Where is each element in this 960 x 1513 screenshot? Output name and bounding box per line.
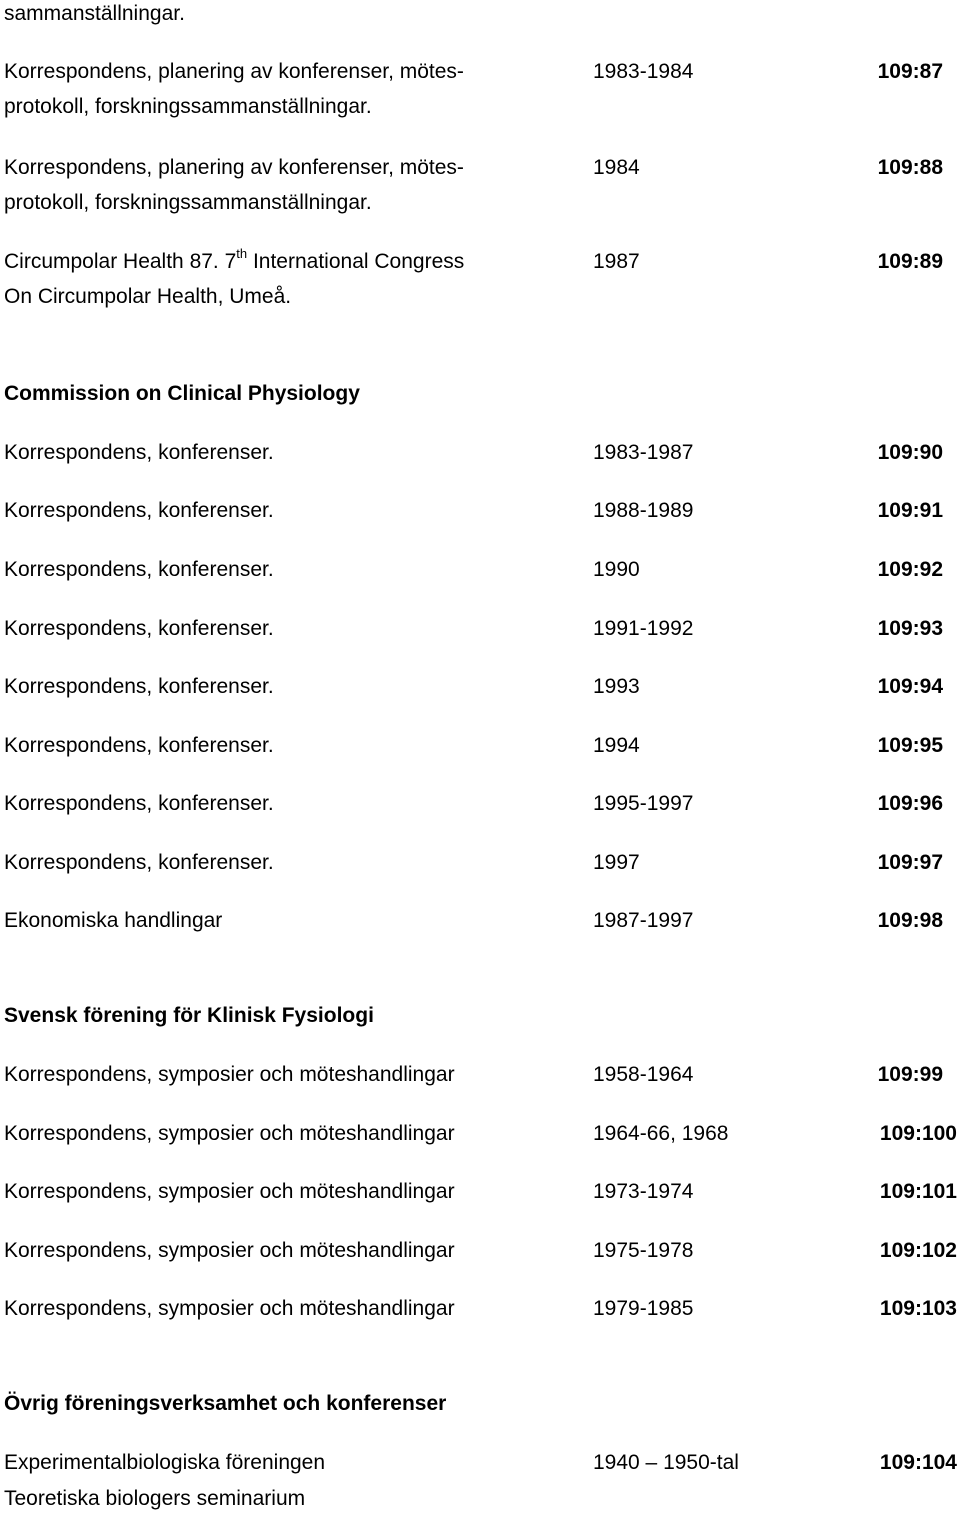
row-date: 1988-1989 bbox=[593, 499, 694, 522]
row-date: 1994 bbox=[593, 734, 640, 757]
row-description-part: International Congress bbox=[247, 250, 465, 273]
row-date: 1987-1997 bbox=[593, 909, 694, 932]
row-reference: 109:99 bbox=[877, 1063, 943, 1086]
row-reference: 109:95 bbox=[877, 734, 943, 757]
row-reference: 109:104 bbox=[879, 1451, 957, 1474]
row-description: Korrespondens, symposier och möteshandlingar bbox=[4, 1180, 455, 1203]
row-description-line1 bbox=[4, 246, 465, 273]
row-reference: 109:98 bbox=[877, 909, 943, 932]
row-description: Korrespondens, konferenser. bbox=[4, 499, 274, 522]
row-description: Korrespondens, konferenser. bbox=[4, 675, 274, 698]
row-date: 1990 bbox=[593, 558, 640, 581]
row-description: Korrespondens, konferenser. bbox=[4, 792, 274, 815]
row-reference: 109:88 bbox=[877, 156, 943, 179]
row-reference: 109:92 bbox=[877, 558, 943, 581]
row-reference: 109:91 bbox=[877, 499, 943, 522]
row-date: 1995-1997 bbox=[593, 792, 694, 815]
row-date: 1991-1992 bbox=[593, 617, 694, 640]
row-description-line2: protokoll, forskningssammanställningar. bbox=[4, 95, 372, 118]
row-reference: 109:90 bbox=[877, 441, 943, 464]
row-date: 1984 bbox=[593, 156, 640, 179]
row-description-line1: Korrespondens, planering av konferenser, mötes- bbox=[4, 156, 464, 179]
row-description: Korrespondens, konferenser. bbox=[4, 734, 274, 757]
row-date: 1979-1985 bbox=[593, 1297, 694, 1320]
row-description: Korrespondens, konferenser. bbox=[4, 441, 274, 464]
row-date: 1940 – 1950-tal bbox=[593, 1451, 739, 1474]
row-date: 1993 bbox=[593, 675, 640, 698]
row-date: 1958-1964 bbox=[593, 1063, 694, 1086]
ordinal-superscript: th bbox=[236, 246, 248, 261]
row-reference: 109:100 bbox=[879, 1122, 957, 1145]
row-date: 1983-1987 bbox=[593, 441, 694, 464]
row-reference: 109:97 bbox=[877, 851, 943, 874]
row-date: 1983-1984 bbox=[593, 60, 694, 83]
row-description-line1: Korrespondens, planering av konferenser, mötes- bbox=[4, 60, 464, 83]
row-reference: 109:96 bbox=[877, 792, 943, 815]
row-reference: 109:102 bbox=[879, 1239, 957, 1262]
row-reference: 109:94 bbox=[877, 675, 943, 698]
row-description: Korrespondens, konferenser. bbox=[4, 617, 274, 640]
row-description: Korrespondens, symposier och möteshandlingar bbox=[4, 1239, 455, 1262]
row-reference: 109:89 bbox=[877, 250, 943, 273]
section-heading: Commission on Clinical Physiology bbox=[4, 382, 360, 405]
row-description: Korrespondens, symposier och möteshandlingar bbox=[4, 1297, 455, 1320]
row-description: Korrespondens, symposier och möteshandlingar bbox=[4, 1063, 455, 1086]
row-description: Korrespondens, symposier och möteshandlingar bbox=[4, 1122, 455, 1145]
row-reference: 109:101 bbox=[879, 1180, 957, 1203]
row-date: 1987 bbox=[593, 250, 640, 273]
row-description: Ekonomiska handlingar bbox=[4, 909, 223, 932]
row-date: 1964-66, 1968 bbox=[593, 1122, 729, 1145]
section-heading: Övrig föreningsverksamhet och konferenser bbox=[4, 1392, 447, 1415]
row-description: Experimentalbiologiska föreningen bbox=[4, 1451, 326, 1474]
row-description: Teoretiska biologers seminarium bbox=[4, 1487, 306, 1510]
row-reference: 109:87 bbox=[877, 60, 943, 83]
row-description-line2: protokoll, forskningssammanställningar. bbox=[4, 191, 372, 214]
row-date: 1973-1974 bbox=[593, 1180, 694, 1203]
row-date: 1975-1978 bbox=[593, 1239, 694, 1262]
row-description-line2: On Circumpolar Health, Umeå. bbox=[4, 285, 292, 308]
row-description-part: Circumpolar Health 87. 7 bbox=[4, 250, 237, 273]
row-reference: 109:103 bbox=[879, 1297, 957, 1320]
row-reference: 109:93 bbox=[877, 617, 943, 640]
section-heading: Svensk förening för Klinisk Fysiologi bbox=[4, 1004, 374, 1027]
row-description: Korrespondens, konferenser. bbox=[4, 558, 274, 581]
row-description: Korrespondens, konferenser. bbox=[4, 851, 274, 874]
row-date: 1997 bbox=[593, 851, 640, 874]
top-fragment-text: sammanställningar. bbox=[4, 2, 185, 25]
